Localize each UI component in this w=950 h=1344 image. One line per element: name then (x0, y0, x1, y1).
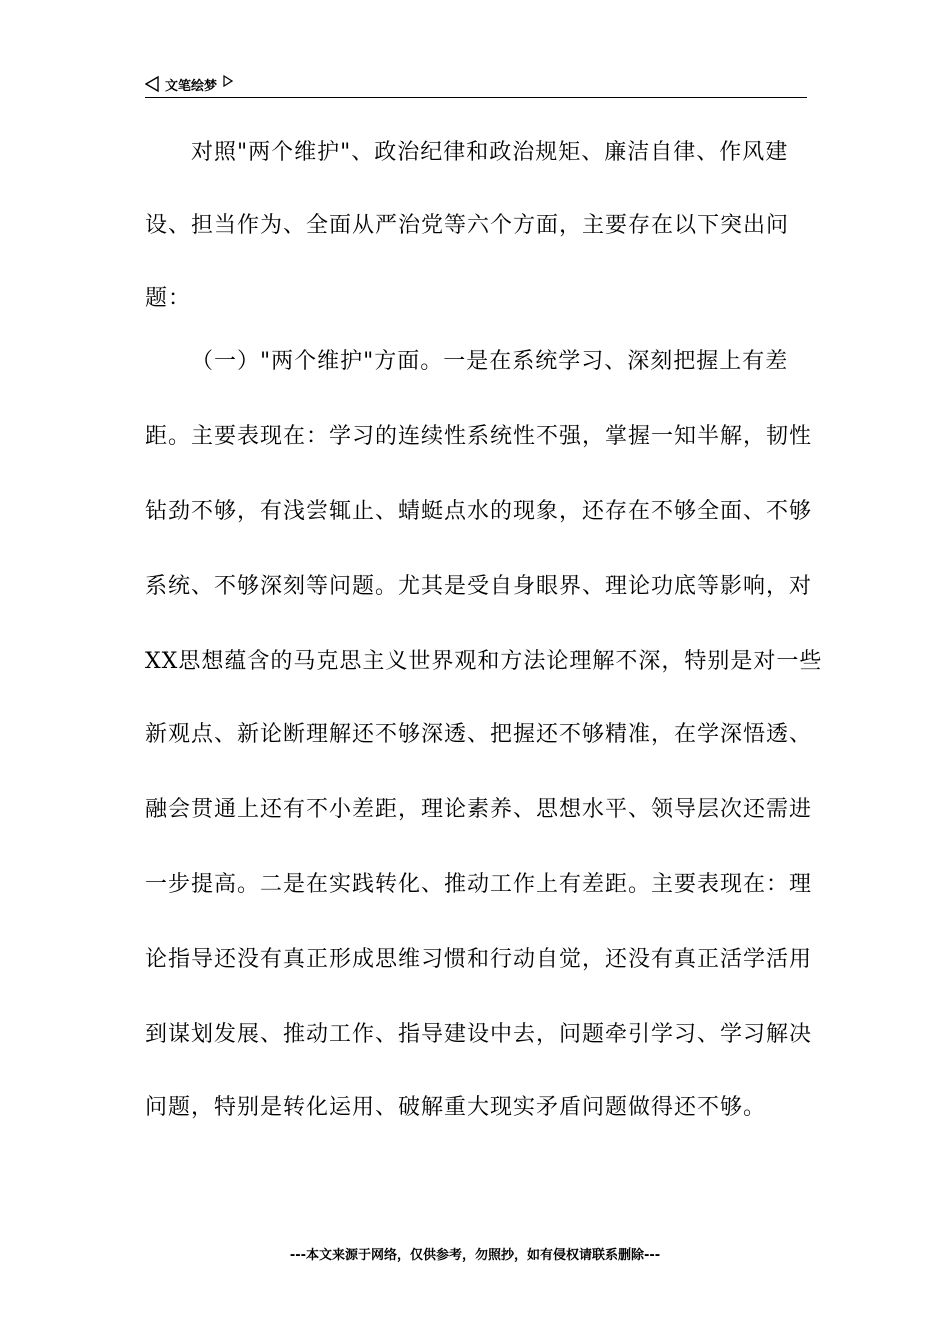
triangle-left-icon (145, 76, 159, 92)
body-line: 一步提高。二是在实践转化、推动工作上有差距。主要表现在：理 (145, 872, 813, 897)
triangle-right-icon (223, 75, 233, 87)
header-divider (145, 97, 807, 98)
page-header (145, 73, 233, 95)
body-line: （一）"两个维护"方面。一是在系统学习、深刻把握上有差 (191, 349, 789, 374)
footer-disclaimer: ---本文来源于网络，仅供参考，勿照抄，如有侵权请联系删除--- (289, 1248, 661, 1263)
body-line: 论指导还没有真正形成思维习惯和行动自觉，还没有真正活学活用 (145, 947, 813, 972)
body-line: 题： (145, 286, 192, 311)
body-line: 系统、不够深刻等问题。尤其是受自身眼界、理论功底等影响，对 (145, 574, 813, 599)
body-line: 距。主要表现在：学习的连续性系统性不强，掌握一知半解，韧性 (145, 424, 813, 449)
body-line: 钻劲不够，有浅尝辄止、蜻蜓点水的现象，还存在不够全面、不够 (145, 499, 813, 524)
body-line: 新观点、新论断理解还不够深透、把握还不够精准，在学深悟透、 (145, 722, 813, 747)
body-line: 对照"两个维护"、政治纪律和政治规矩、廉洁自律、作风建 (191, 140, 789, 165)
body-line: XX思想蕴含的马克思主义世界观和方法论理解不深，特别是对一些 (145, 649, 823, 674)
body-line: 设、担当作为、全面从严治党等六个方面，主要存在以下突出问 (145, 213, 790, 238)
body-line: 融会贯通上还有不小差距，理论素养、思想水平、领导层次还需进 (145, 797, 813, 822)
body-line: 问题，特别是转化运用、破解重大现实矛盾问题做得还不够。 (145, 1095, 767, 1120)
header-title: 文笔绘梦 (165, 78, 218, 94)
body-line: 到谋划发展、推动工作、指导建设中去，问题牵引学习、学习解决 (145, 1022, 813, 1047)
